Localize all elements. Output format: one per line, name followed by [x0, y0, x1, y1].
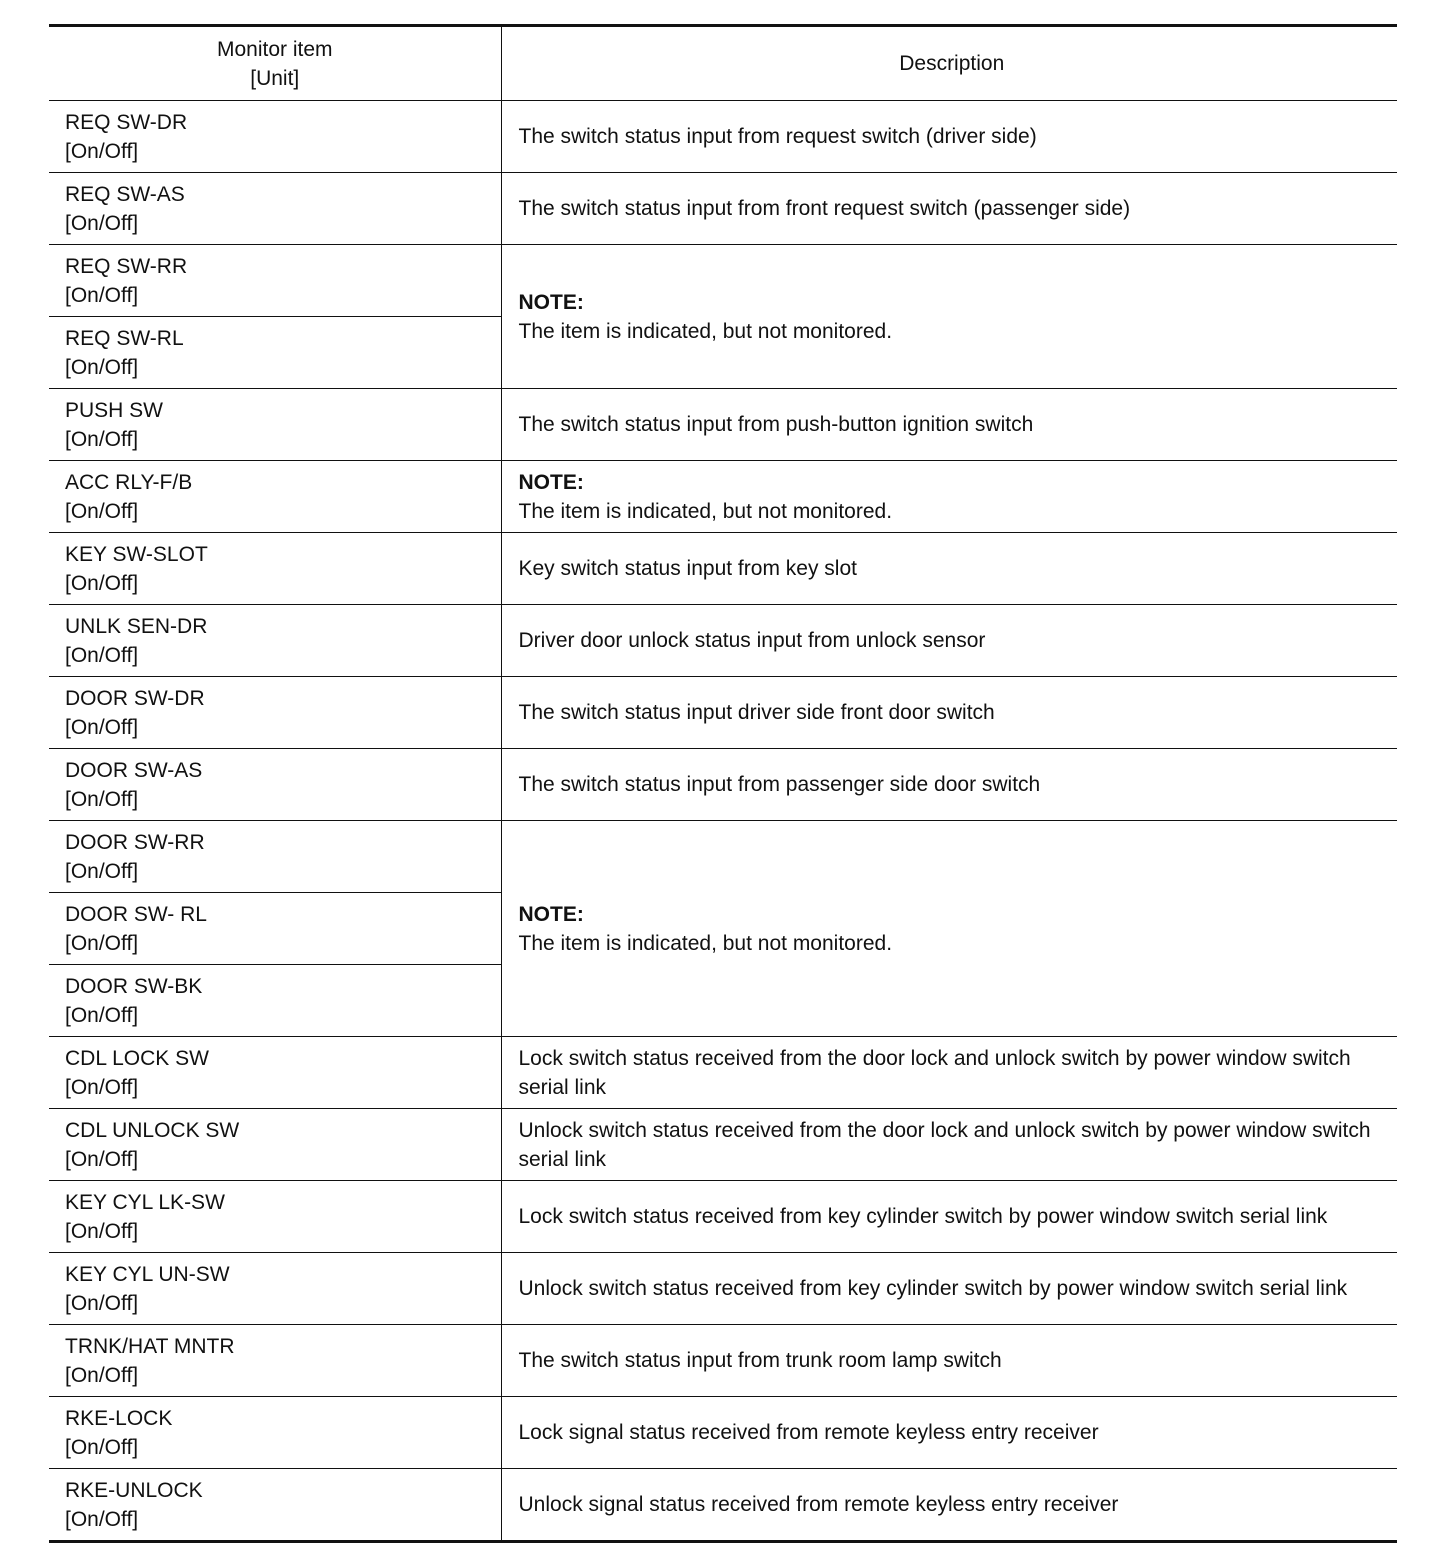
description-cell: The switch status input from push-button ignition switch [501, 389, 1397, 461]
monitor-item-cell [49, 965, 501, 1037]
monitor-item-cell [49, 1181, 501, 1253]
table-row [49, 677, 1397, 749]
item-name: KEY SW-SLOT [65, 542, 208, 566]
description-cell: Lock switch status received from key cylinder switch by power window switch serial link [501, 1181, 1397, 1253]
item-unit: [On/Off] [65, 211, 139, 235]
table-row [49, 749, 1397, 821]
item-unit: [On/Off] [65, 139, 139, 163]
monitor-item-cell [49, 1469, 501, 1542]
description-cell: The switch status input from trunk room lamp switch [501, 1325, 1397, 1397]
item-name: REQ SW-AS [65, 182, 185, 206]
monitor-item-cell [49, 1037, 501, 1109]
monitor-item-table [49, 24, 1397, 1543]
item-name: CDL LOCK SW [65, 1046, 209, 1070]
monitor-item-cell [49, 893, 501, 965]
description-cell: Lock signal status received from remote keyless entry receiver [501, 1397, 1397, 1469]
monitor-item-cell [49, 533, 501, 605]
note-cell [501, 245, 1397, 389]
description-cell: Key switch status input from key slot [501, 533, 1397, 605]
description-cell: The switch status input from passenger side door switch [501, 749, 1397, 821]
description-cell: Driver door unlock status input from unlock sensor [501, 605, 1397, 677]
description-cell: Unlock switch status received from the door lock and unlock switch by power window switch serial link [501, 1109, 1397, 1181]
description-cell: Lock switch status received from the door lock and unlock switch by power window switch serial link [501, 1037, 1397, 1109]
item-unit: [On/Off] [65, 787, 139, 811]
item-unit: [On/Off] [65, 1075, 139, 1099]
item-name: KEY CYL LK-SW [65, 1190, 225, 1214]
item-unit: [On/Off] [65, 643, 139, 667]
item-name: DOOR SW- RL [65, 902, 207, 926]
table-row [49, 605, 1397, 677]
item-name: REQ SW-DR [65, 110, 188, 134]
monitor-item-cell [49, 317, 501, 389]
item-unit: [On/Off] [65, 355, 139, 379]
table-row [49, 1253, 1397, 1325]
table-row [49, 1469, 1397, 1542]
item-unit: [On/Off] [65, 931, 139, 955]
table-row [49, 173, 1397, 245]
item-unit: [On/Off] [65, 859, 139, 883]
item-unit: [On/Off] [65, 1147, 139, 1171]
item-name: RKE-LOCK [65, 1406, 173, 1430]
item-unit: [On/Off] [65, 1363, 139, 1387]
item-unit: [On/Off] [65, 715, 139, 739]
table-row [49, 461, 1397, 533]
description-cell: Unlock signal status received from remote keyless entry receiver [501, 1469, 1397, 1542]
table-row [49, 1397, 1397, 1469]
note-label: NOTE: [518, 902, 584, 926]
table-row [49, 533, 1397, 605]
item-name: DOOR SW-RR [65, 830, 205, 854]
table-row [49, 389, 1397, 461]
note-text: The item is indicated, but not monitored. [518, 931, 893, 955]
item-unit: [On/Off] [65, 1291, 139, 1315]
note-label: NOTE: [518, 470, 584, 494]
item-unit: [On/Off] [65, 1435, 139, 1459]
monitor-item-cell [49, 749, 501, 821]
monitor-item-cell [49, 173, 501, 245]
header-monitor-item [49, 26, 501, 101]
monitor-item-cell [49, 1325, 501, 1397]
item-name: UNLK SEN-DR [65, 614, 208, 638]
monitor-item-cell [49, 101, 501, 173]
note-cell [501, 461, 1397, 533]
monitor-item-cell [49, 245, 501, 317]
item-name: PUSH SW [65, 398, 164, 422]
note-text: The item is indicated, but not monitored. [518, 319, 893, 343]
description-cell: The switch status input driver side front door switch [501, 677, 1397, 749]
description-cell: The switch status input from front request switch (passenger side) [501, 173, 1397, 245]
description-cell: Unlock switch status received from key cylinder switch by power window switch serial link [501, 1253, 1397, 1325]
item-name: DOOR SW-DR [65, 686, 205, 710]
table-row [49, 1037, 1397, 1109]
item-name: DOOR SW-BK [65, 974, 203, 998]
item-unit: [On/Off] [65, 283, 139, 307]
item-name: TRNK/HAT MNTR [65, 1334, 235, 1358]
description-cell: The switch status input from request switch (driver side) [501, 101, 1397, 173]
monitor-item-cell [49, 677, 501, 749]
table-row [49, 821, 1397, 893]
item-unit: [On/Off] [65, 1003, 139, 1027]
item-name: CDL UNLOCK SW [65, 1118, 240, 1142]
monitor-item-cell [49, 1397, 501, 1469]
table-row [49, 1181, 1397, 1253]
header-unit-label: [Unit] [250, 66, 300, 90]
item-name: RKE-UNLOCK [65, 1478, 203, 1502]
table-row [49, 1109, 1397, 1181]
item-name: ACC RLY-F/B [65, 470, 193, 494]
table-row [49, 245, 1397, 317]
item-unit: [On/Off] [65, 571, 139, 595]
item-unit: [On/Off] [65, 1219, 139, 1243]
table-row [49, 101, 1397, 173]
item-name: KEY CYL UN-SW [65, 1262, 230, 1286]
monitor-item-cell [49, 389, 501, 461]
item-name: DOOR SW-AS [65, 758, 203, 782]
table-row [49, 1325, 1397, 1397]
header-description: Description [501, 26, 1397, 101]
note-text: The item is indicated, but not monitored. [518, 499, 893, 523]
item-name: REQ SW-RL [65, 326, 184, 350]
header-monitor-item-label: Monitor item [216, 37, 333, 61]
item-unit: [On/Off] [65, 499, 139, 523]
monitor-item-cell [49, 1253, 501, 1325]
monitor-item-cell [49, 605, 501, 677]
monitor-item-cell [49, 1109, 501, 1181]
monitor-item-cell [49, 821, 501, 893]
note-cell [501, 821, 1397, 1037]
table-header-row [49, 26, 1397, 101]
note-label: NOTE: [518, 290, 584, 314]
monitor-item-cell [49, 461, 501, 533]
item-unit: [On/Off] [65, 1507, 139, 1531]
item-name: REQ SW-RR [65, 254, 188, 278]
item-unit: [On/Off] [65, 427, 139, 451]
